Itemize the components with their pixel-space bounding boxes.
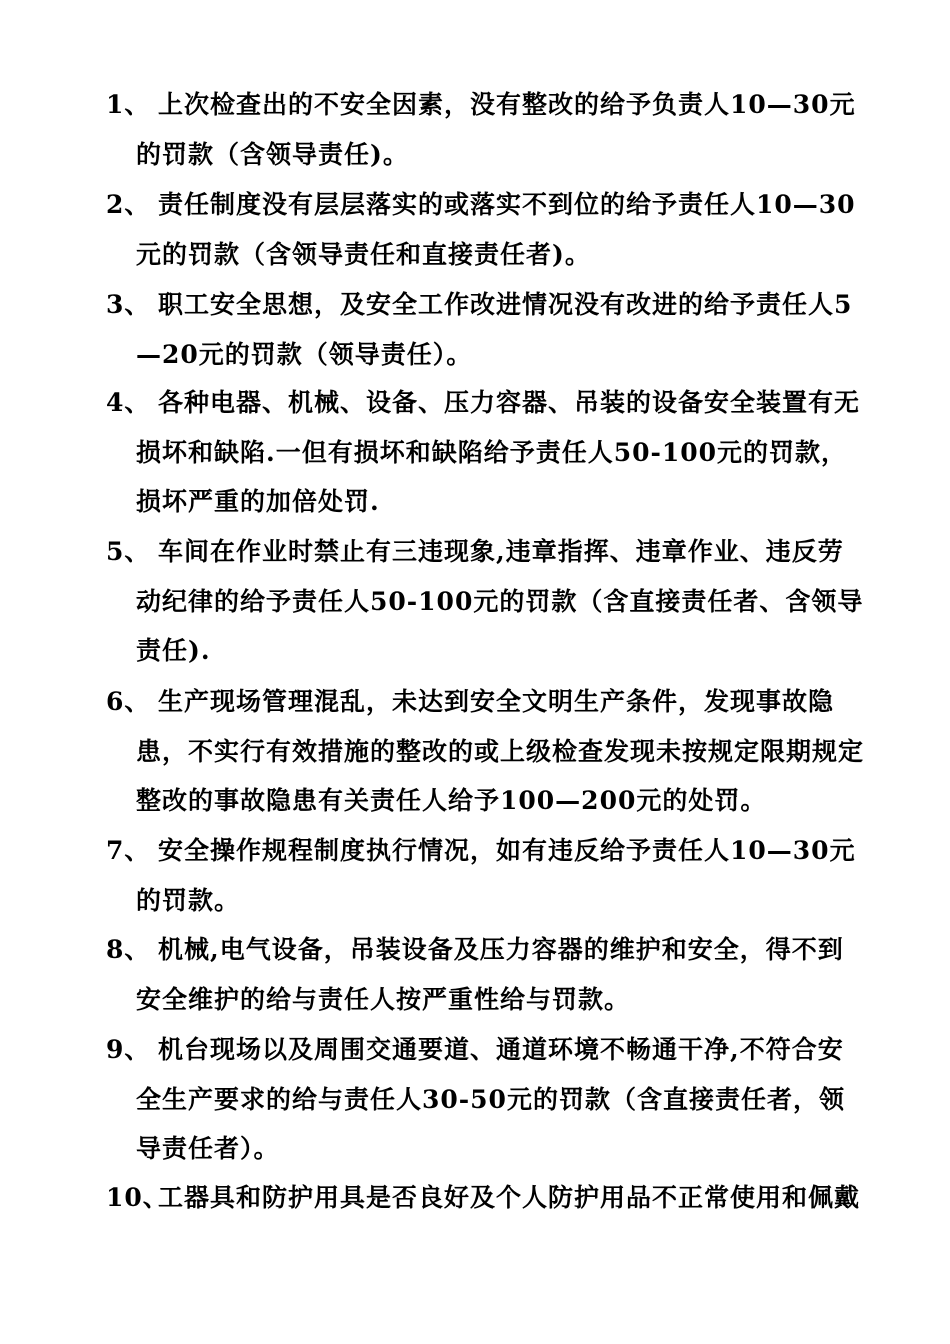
item-number: 2、 [106, 190, 151, 219]
item-text: 机台现场以及周围交通要道、通道环境不畅通干净,不符合安全生产要求的给与责任人30-50元的罚款（含直接责任者，领导责任者）。 [136, 1035, 845, 1163]
item-text: 上次检查出的不安全因素，没有整改的给予负责人10—30元的罚款（含领导责任)。 [136, 90, 856, 169]
item-text: 责任制度没有层层落实的或落实不到位的给予责任人10—30元的罚款（含领导责任和直接责任者)。 [136, 190, 856, 269]
item-number: 8、 [106, 935, 151, 964]
item-text: 安全操作规程制度执行情况，如有违反给予责任人10—30元的罚款。 [136, 836, 856, 915]
item-number: 4、 [106, 388, 151, 417]
item-number: 1、 [106, 90, 151, 119]
item-text: 机械,电气设备，吊装设备及压力容器的维护和安全，得不到安全维护的给与责任人按严重性给与罚款。 [136, 935, 844, 1014]
item-number: 9、 [106, 1035, 151, 1064]
item-number: 7、 [106, 836, 151, 865]
item-number: 5、 [106, 537, 151, 566]
item-text: 工器具和防护用具是否良好及个人防护用品不正常使用和佩戴 [158, 1183, 861, 1212]
item-number: 10、 [106, 1183, 169, 1212]
item-number: 6、 [106, 687, 151, 716]
item-text: 各种电器、机械、设备、压力容器、吊装的设备安全装置有无损坏和缺陷.一但有损坏和缺陷给予责任人50-100元的罚款，损坏严重的加倍处罚. [136, 388, 861, 516]
item-text: 车间在作业时禁止有三违现象,违章指挥、违章作业、违反劳动纪律的给予责任人50-100元的罚款（含直接责任者、含领导责任). [136, 537, 864, 665]
item-number: 3、 [106, 290, 151, 319]
item-text: 职工安全思想，及安全工作改进情况没有改进的给予责任人5—20元的罚款（领导责任）。 [136, 290, 853, 369]
item-text: 生产现场管理混乱，未达到安全文明生产条件，发现事故隐患，不实行有效措施的整改的或上级检查发现未按规定限期规定整改的事故隐患有关责任人给予100—200元的处罚。 [136, 687, 865, 815]
